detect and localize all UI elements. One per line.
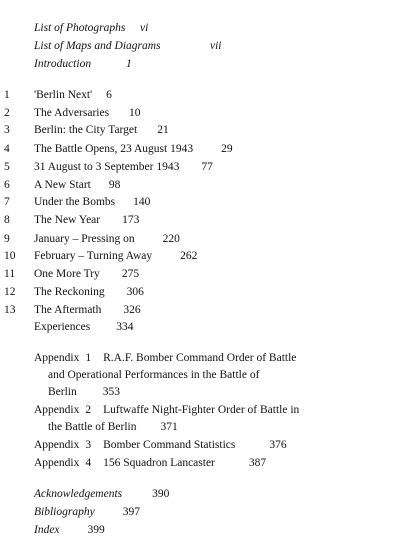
entry-page: 262: [180, 250, 198, 262]
chapter-number: 10: [4, 250, 16, 262]
entry-title: January – Pressing on 220: [34, 233, 180, 245]
entry-title: Index 399: [34, 524, 105, 536]
entry-page: 29: [221, 143, 233, 155]
entry-page: 77: [201, 161, 213, 173]
toc-entry-appendix-continued: [48, 367, 259, 383]
entry-page: 10: [129, 107, 141, 119]
toc-entry-appendix: [34, 455, 266, 471]
entry-title: and Operational Performances in the Battle of: [48, 369, 260, 381]
toc-entry-appendix: [34, 350, 296, 366]
entry-title: 156 Squadron Lancaster: [103, 457, 215, 469]
chapter-number: 1: [4, 89, 10, 101]
entry-title: The Aftermath 326: [34, 304, 141, 316]
entry-title: A New Start 98: [34, 179, 121, 191]
entry-page: 334: [116, 321, 134, 333]
chapter-number: 2: [4, 107, 10, 119]
entry-page: 376: [269, 439, 287, 451]
appendix-label: Appendix: [34, 457, 80, 469]
entry-page: 326: [123, 304, 141, 316]
entry-page: vii: [210, 40, 222, 52]
appendix-label: Appendix: [34, 404, 80, 416]
entry-title: Bibliography 397: [34, 506, 140, 518]
entry-title: One More Try 275: [34, 268, 140, 280]
appendix-number: 2: [85, 404, 92, 416]
entry-page: 21: [157, 124, 169, 136]
chapter-number: 12: [4, 286, 16, 298]
entry-title: List of Maps and Diagrams: [34, 40, 161, 52]
entry-title: Acknowledgements 390: [34, 488, 170, 500]
chapter-number: 7: [4, 196, 10, 208]
entry-title: 'Berlin Next' 6: [34, 89, 112, 101]
entry-title: Luftwaffe Night-Fighter Order of Battle in: [103, 404, 300, 416]
entry-page: 220: [162, 233, 180, 245]
entry-title: Bomber Command Statistics: [103, 439, 236, 451]
entry-page: 353: [102, 386, 120, 398]
entry-title: R.A.F. Bomber Command Order of Battle: [103, 352, 297, 364]
entry-title: The New Year 173: [34, 214, 140, 226]
entry-page: 387: [248, 457, 267, 469]
appendix-number: 3: [85, 439, 92, 451]
entry-title: Berlin: the City Target 21: [34, 124, 169, 136]
appendix-label: Appendix: [34, 352, 80, 364]
chapter-number: 13: [4, 304, 16, 316]
entry-page: 140: [133, 196, 151, 208]
entry-page: 275: [121, 268, 140, 280]
entry-title: the Battle of Berlin: [48, 421, 137, 433]
chapter-number: 8: [4, 214, 10, 226]
appendix-number: 4: [85, 457, 92, 469]
appendix-number: 1: [85, 352, 92, 364]
entry-title: Introduction: [34, 58, 92, 70]
appendix-label: Appendix: [34, 439, 80, 451]
toc-entry-appendix-continued: [48, 419, 178, 435]
entry-title: The Battle Opens, 23 August 1943 29: [34, 143, 233, 155]
entry-page: 371: [160, 421, 178, 433]
toc-entry-appendix: [34, 402, 299, 418]
entry-title: Berlin: [48, 386, 77, 398]
entry-title: 31 August to 3 September 1943 77: [34, 161, 213, 173]
entry-page: vi: [140, 22, 149, 34]
entry-title: The Adversaries 10: [34, 107, 141, 119]
toc-entry-appendix: [34, 437, 287, 453]
toc-entry-appendix-continued: [48, 384, 120, 400]
chapter-number: 11: [4, 268, 16, 280]
entry-page: 98: [108, 179, 121, 191]
chapter-number: 3: [4, 124, 10, 136]
entry-page: 173: [122, 214, 140, 226]
entry-title: Under the Bombs 140: [34, 196, 151, 208]
entry-page: 6: [106, 89, 112, 101]
entry-title: The Reckoning 306: [34, 286, 144, 298]
chapter-number: 9: [4, 233, 10, 245]
chapter-number: 6: [4, 179, 10, 191]
entry-title: List of Photographs: [34, 22, 126, 34]
chapter-number: 5: [4, 161, 10, 173]
entry-page: 390: [152, 488, 170, 500]
entry-page: 306: [126, 286, 144, 298]
entry-page: 397: [122, 506, 140, 518]
chapter-number: 4: [4, 143, 10, 155]
entry-page: 399: [87, 524, 105, 536]
entry-page: 1: [126, 58, 132, 70]
entry-title: Experiences 334: [34, 321, 134, 333]
entry-title: February – Turning Away 262: [34, 250, 198, 262]
